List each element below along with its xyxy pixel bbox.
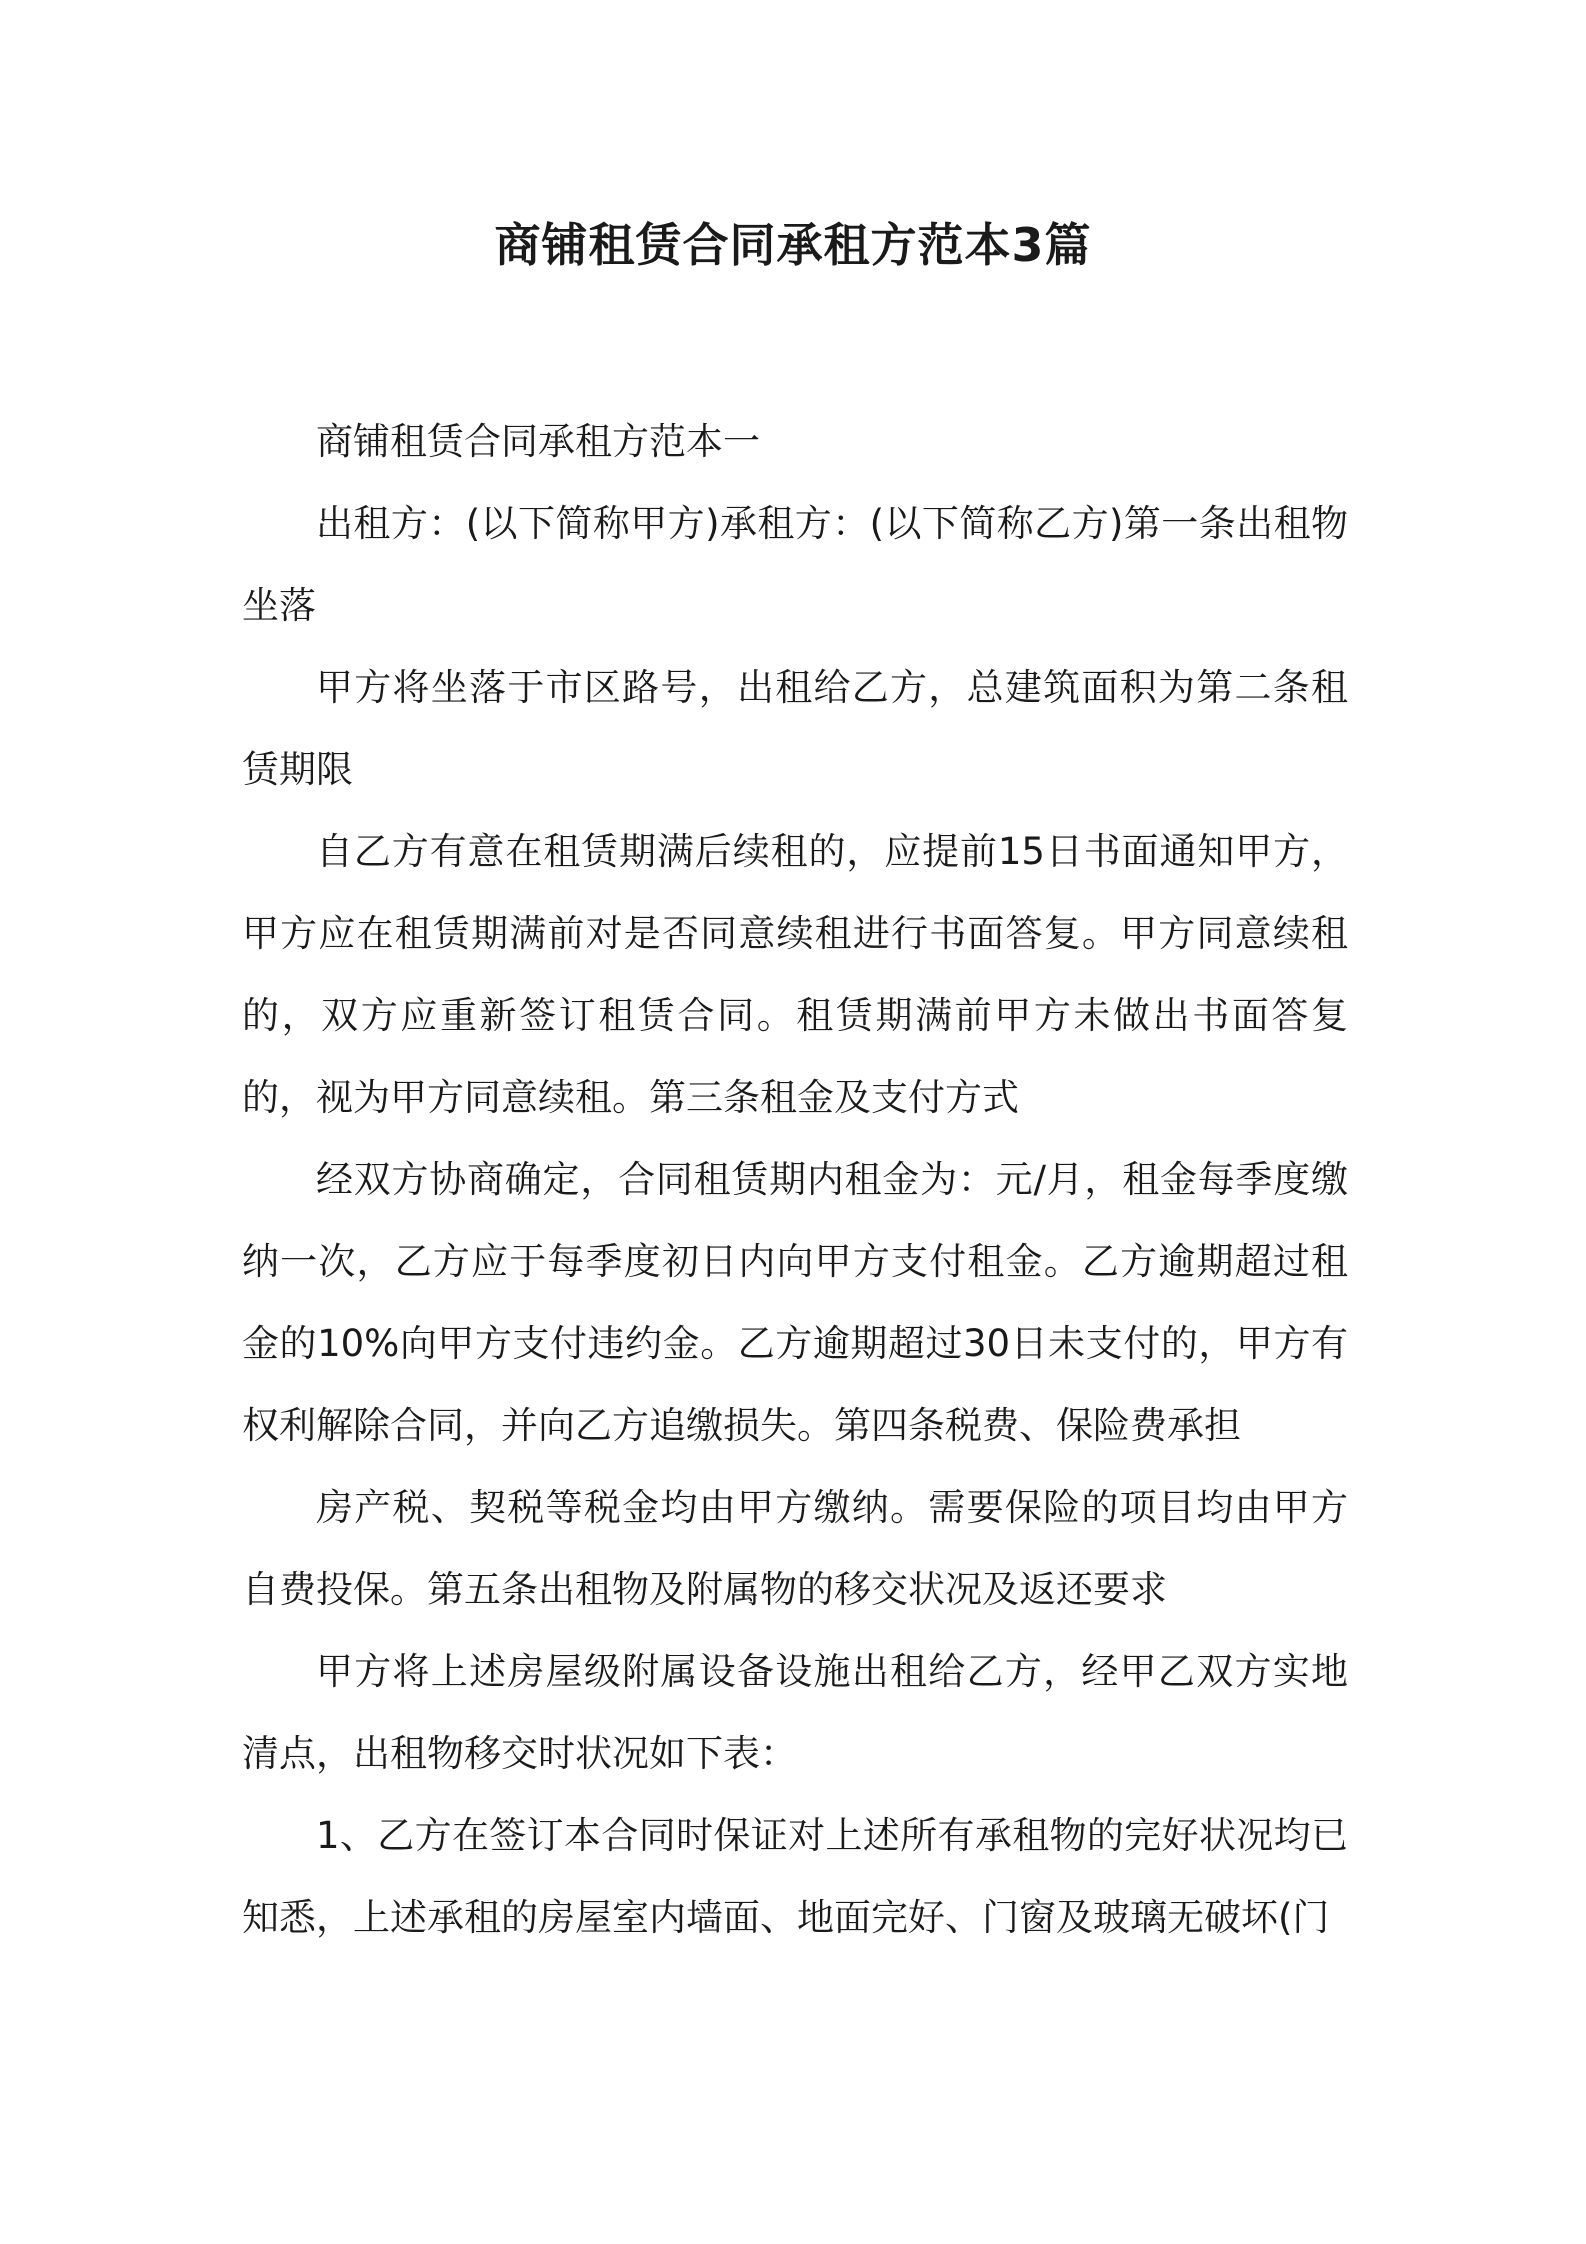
paragraph: 房产税、契税等税金均由甲方缴纳。需要保险的项目均由甲方自费投保。第五条出租物及附属物的移交状况及返还要求 xyxy=(242,1486,1348,1611)
document-body xyxy=(242,401,1348,1959)
paragraph: 出租方：(以下简称甲方)承租方：(以下简称乙方)第一条出租物坐落 xyxy=(242,502,1348,627)
paragraph: 甲方将坐落于市区路号，出租给乙方，总建筑面积为第二条租赁期限 xyxy=(242,666,1348,791)
paragraph: 自乙方有意在租赁期满后续租的，应提前15日书面通知甲方，甲方应在租赁期满前对是否同意续租进行书面答复。甲方同意续租的，双方应重新签订租赁合同。租赁期满前甲方未做出书面答复的，视为甲方同意续租。第三条租金及支付方式 xyxy=(242,830,1348,1119)
paragraph: 经双方协商确定，合同租赁期内租金为：元/月，租金每季度缴纳一次，乙方应于每季度初日内向甲方支付租金。乙方逾期超过租金的10%向甲方支付违约金。乙方逾期超过30日未支付的，甲方有权利解除合同，并向乙方追缴损失。第四条税费、保险费承担 xyxy=(242,1158,1348,1447)
document-title: 商铺租赁合同承租方范本3篇 xyxy=(494,218,1092,272)
paragraph: 甲方将上述房屋级附属设备设施出租给乙方，经甲乙双方实地清点，出租物移交时状况如下表： xyxy=(242,1650,1348,1775)
paragraph: 1、乙方在签订本合同时保证对上述所有承租物的完好状况均已知悉，上述承租的房屋室内墙面、地面完好、门窗及玻璃无破坏(门 xyxy=(242,1814,1348,1939)
paragraph: 商铺租赁合同承租方范本一 xyxy=(316,420,760,463)
